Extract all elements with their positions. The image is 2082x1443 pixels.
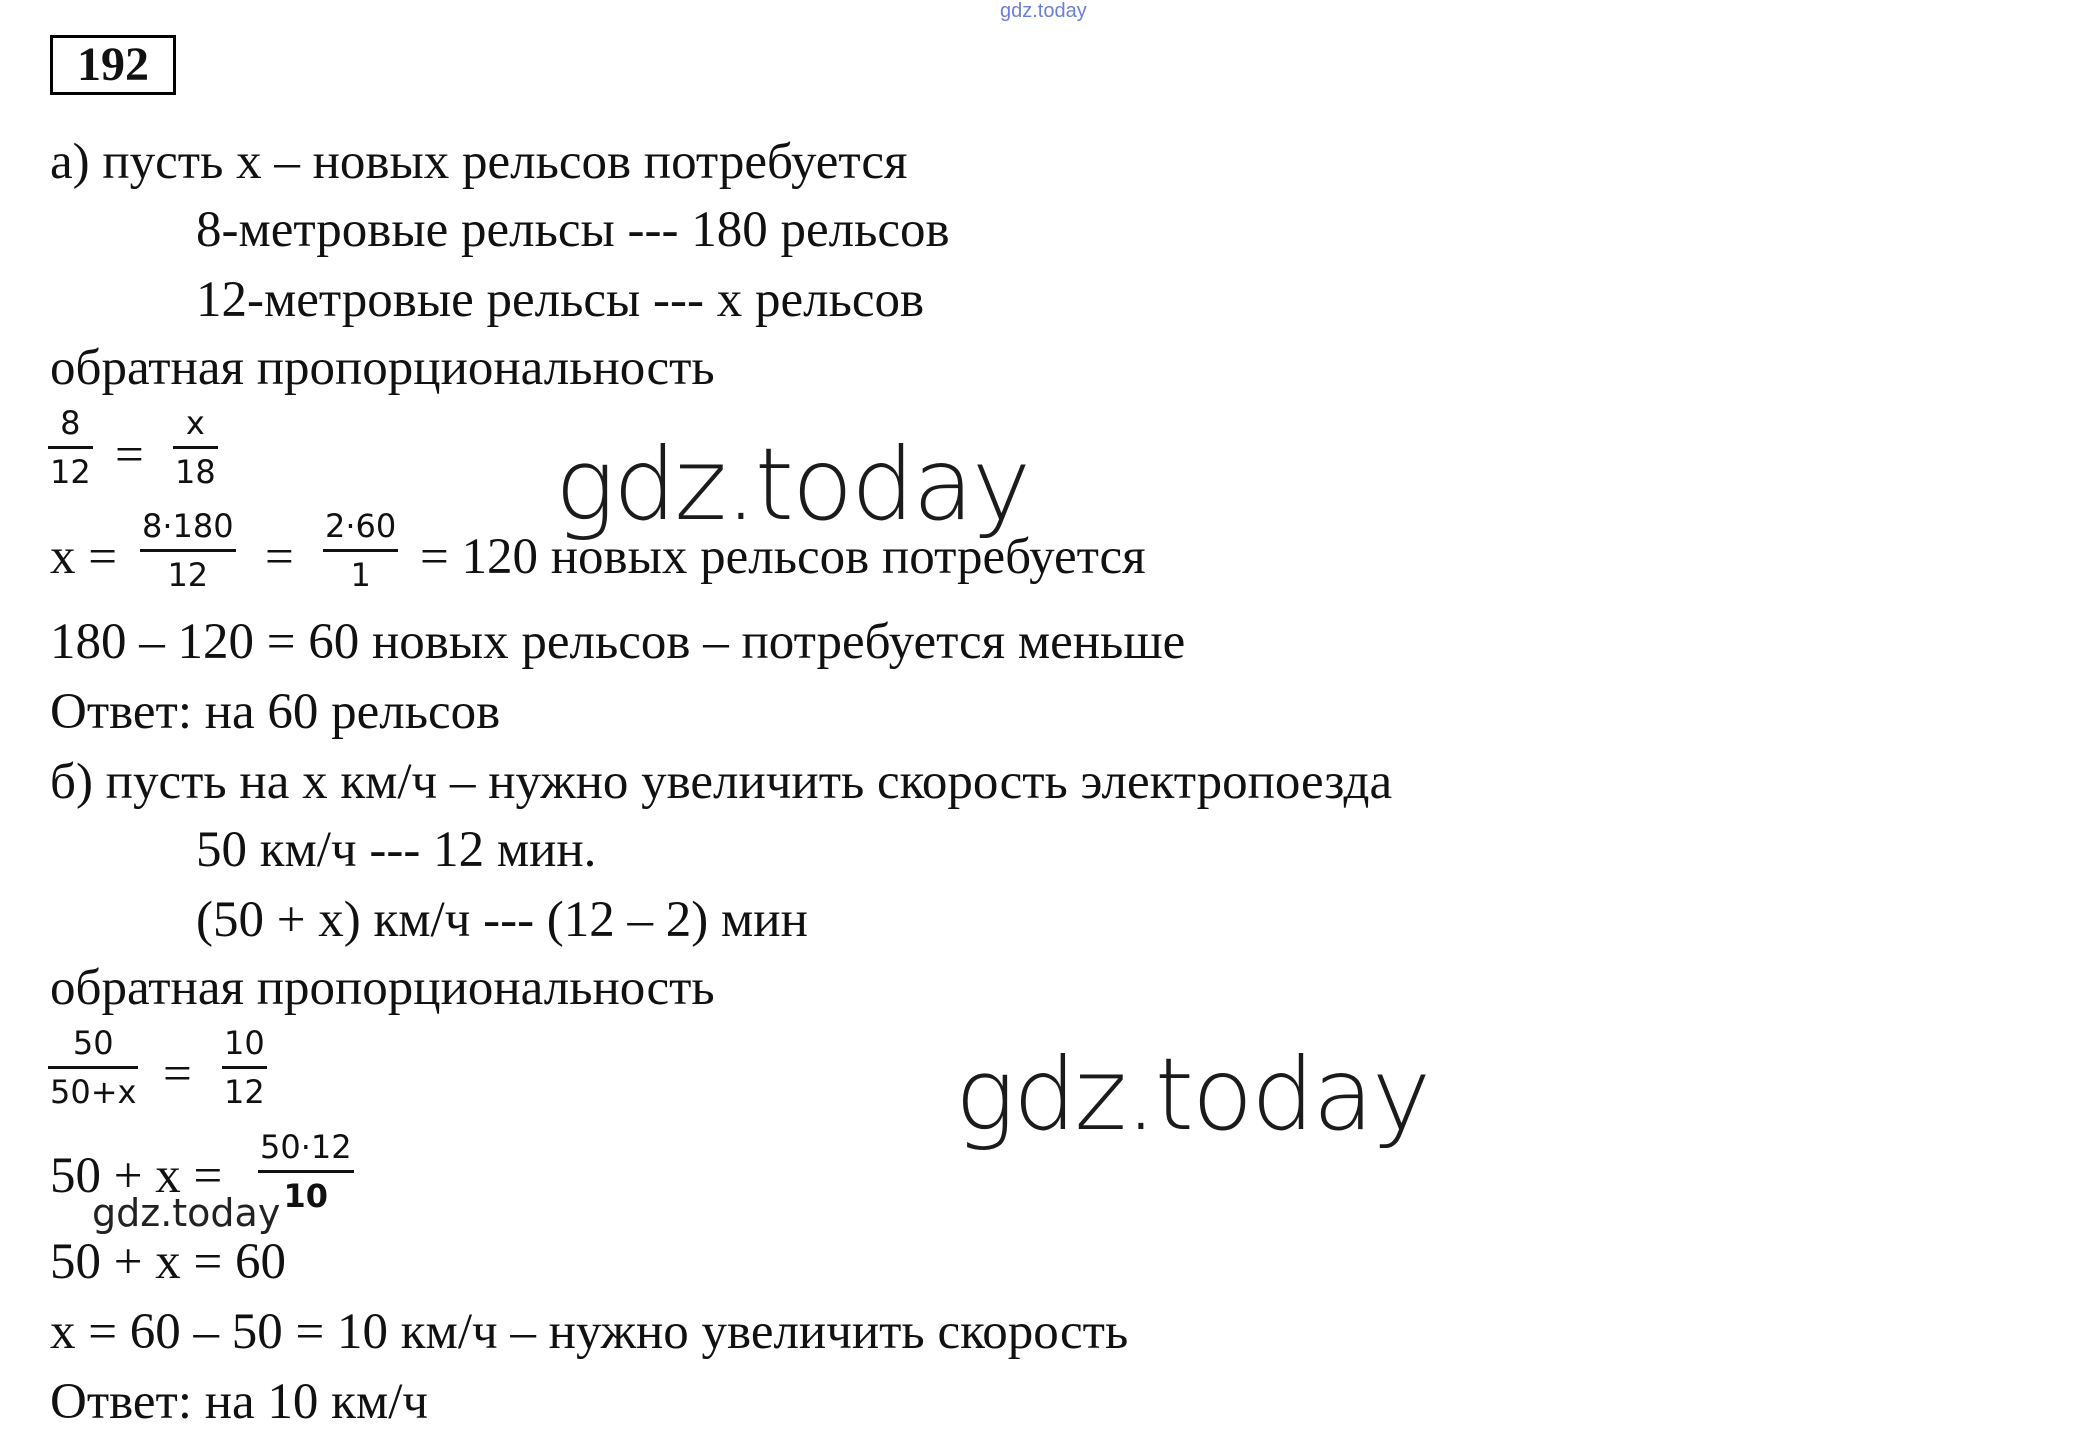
fraction-denominator: 10 [283, 1177, 329, 1215]
fraction-denominator: 12 [167, 556, 209, 594]
watermark-small: gdz.today [92, 1191, 281, 1235]
fraction-numerator: х [185, 404, 205, 442]
part-b-relation: обратная пропорциональность [50, 960, 715, 1016]
part-a-eq1-right-fraction [173, 400, 218, 495]
part-b-eq2-lhs: 50 + х = [50, 1148, 223, 1204]
fraction-denominator: 50+x [50, 1073, 137, 1111]
part-a-intro: а) пусть х – новых рельсов потребуется [50, 134, 908, 190]
part-b-eq1-equals: = [163, 1046, 192, 1102]
fraction-numerator: 50·12 [260, 1128, 352, 1166]
part-b-eq1-right-fraction [222, 1020, 267, 1115]
problem-number: 192 [50, 35, 176, 95]
part-a-eq2-equals: = [265, 529, 294, 585]
part-a-eq2-rest: = 120 новых рельсов потребуется [420, 529, 1146, 585]
fraction-numerator: 50 [72, 1024, 114, 1062]
part-b-answer: Ответ: на 10 км/ч [50, 1374, 429, 1430]
part-b-eq4: х = 60 – 50 = 10 км/ч – нужно увеличить скорость [50, 1304, 1129, 1360]
part-a-row2: 12-метровые рельсы --- х рельсов [196, 272, 925, 328]
fraction-numerator: 8·180 [142, 507, 234, 545]
part-a-answer: Ответ: на 60 рельсов [50, 684, 501, 740]
watermark-main-2: gdz.today [955, 1036, 1430, 1153]
fraction-denominator: 12 [224, 1073, 265, 1111]
fraction-numerator: 10 [224, 1024, 265, 1062]
fraction-denominator: 1 [350, 556, 371, 594]
part-a-relation: обратная пропорциональность [50, 340, 715, 396]
fraction-denominator: 18 [175, 453, 216, 491]
part-a-row1: 8-метровые рельсы --- 180 рельсов [196, 202, 950, 258]
part-b-intro: б) пусть на х км/ч – нужно увеличить скорость электропоезда [50, 754, 1393, 810]
fraction-denominator: 12 [50, 453, 91, 491]
part-a-eq2-fraction-1 [140, 503, 236, 598]
watermark-top: gdz.today [1000, 0, 1087, 22]
part-b-row1: 50 км/ч --- 12 мин. [196, 822, 597, 878]
part-b-eq1-left-fraction [48, 1020, 138, 1115]
part-a-eq1-equals: = [115, 427, 144, 483]
fraction-numerator: 8 [60, 404, 81, 442]
watermark-main-1: gdz.today [555, 426, 1030, 543]
part-b-eq3: 50 + х = 60 [50, 1234, 287, 1290]
part-a-eq2-x: х = [50, 529, 118, 585]
fraction-numerator: 2·60 [325, 507, 397, 545]
part-a-difference: 180 – 120 = 60 новых рельсов – потребуется меньше [50, 614, 1186, 670]
part-a-eq1-left-fraction [48, 400, 93, 495]
part-a-eq2-fraction-2 [323, 503, 398, 598]
part-b-row2: (50 + х) км/ч --- (12 – 2) мин [196, 892, 808, 948]
